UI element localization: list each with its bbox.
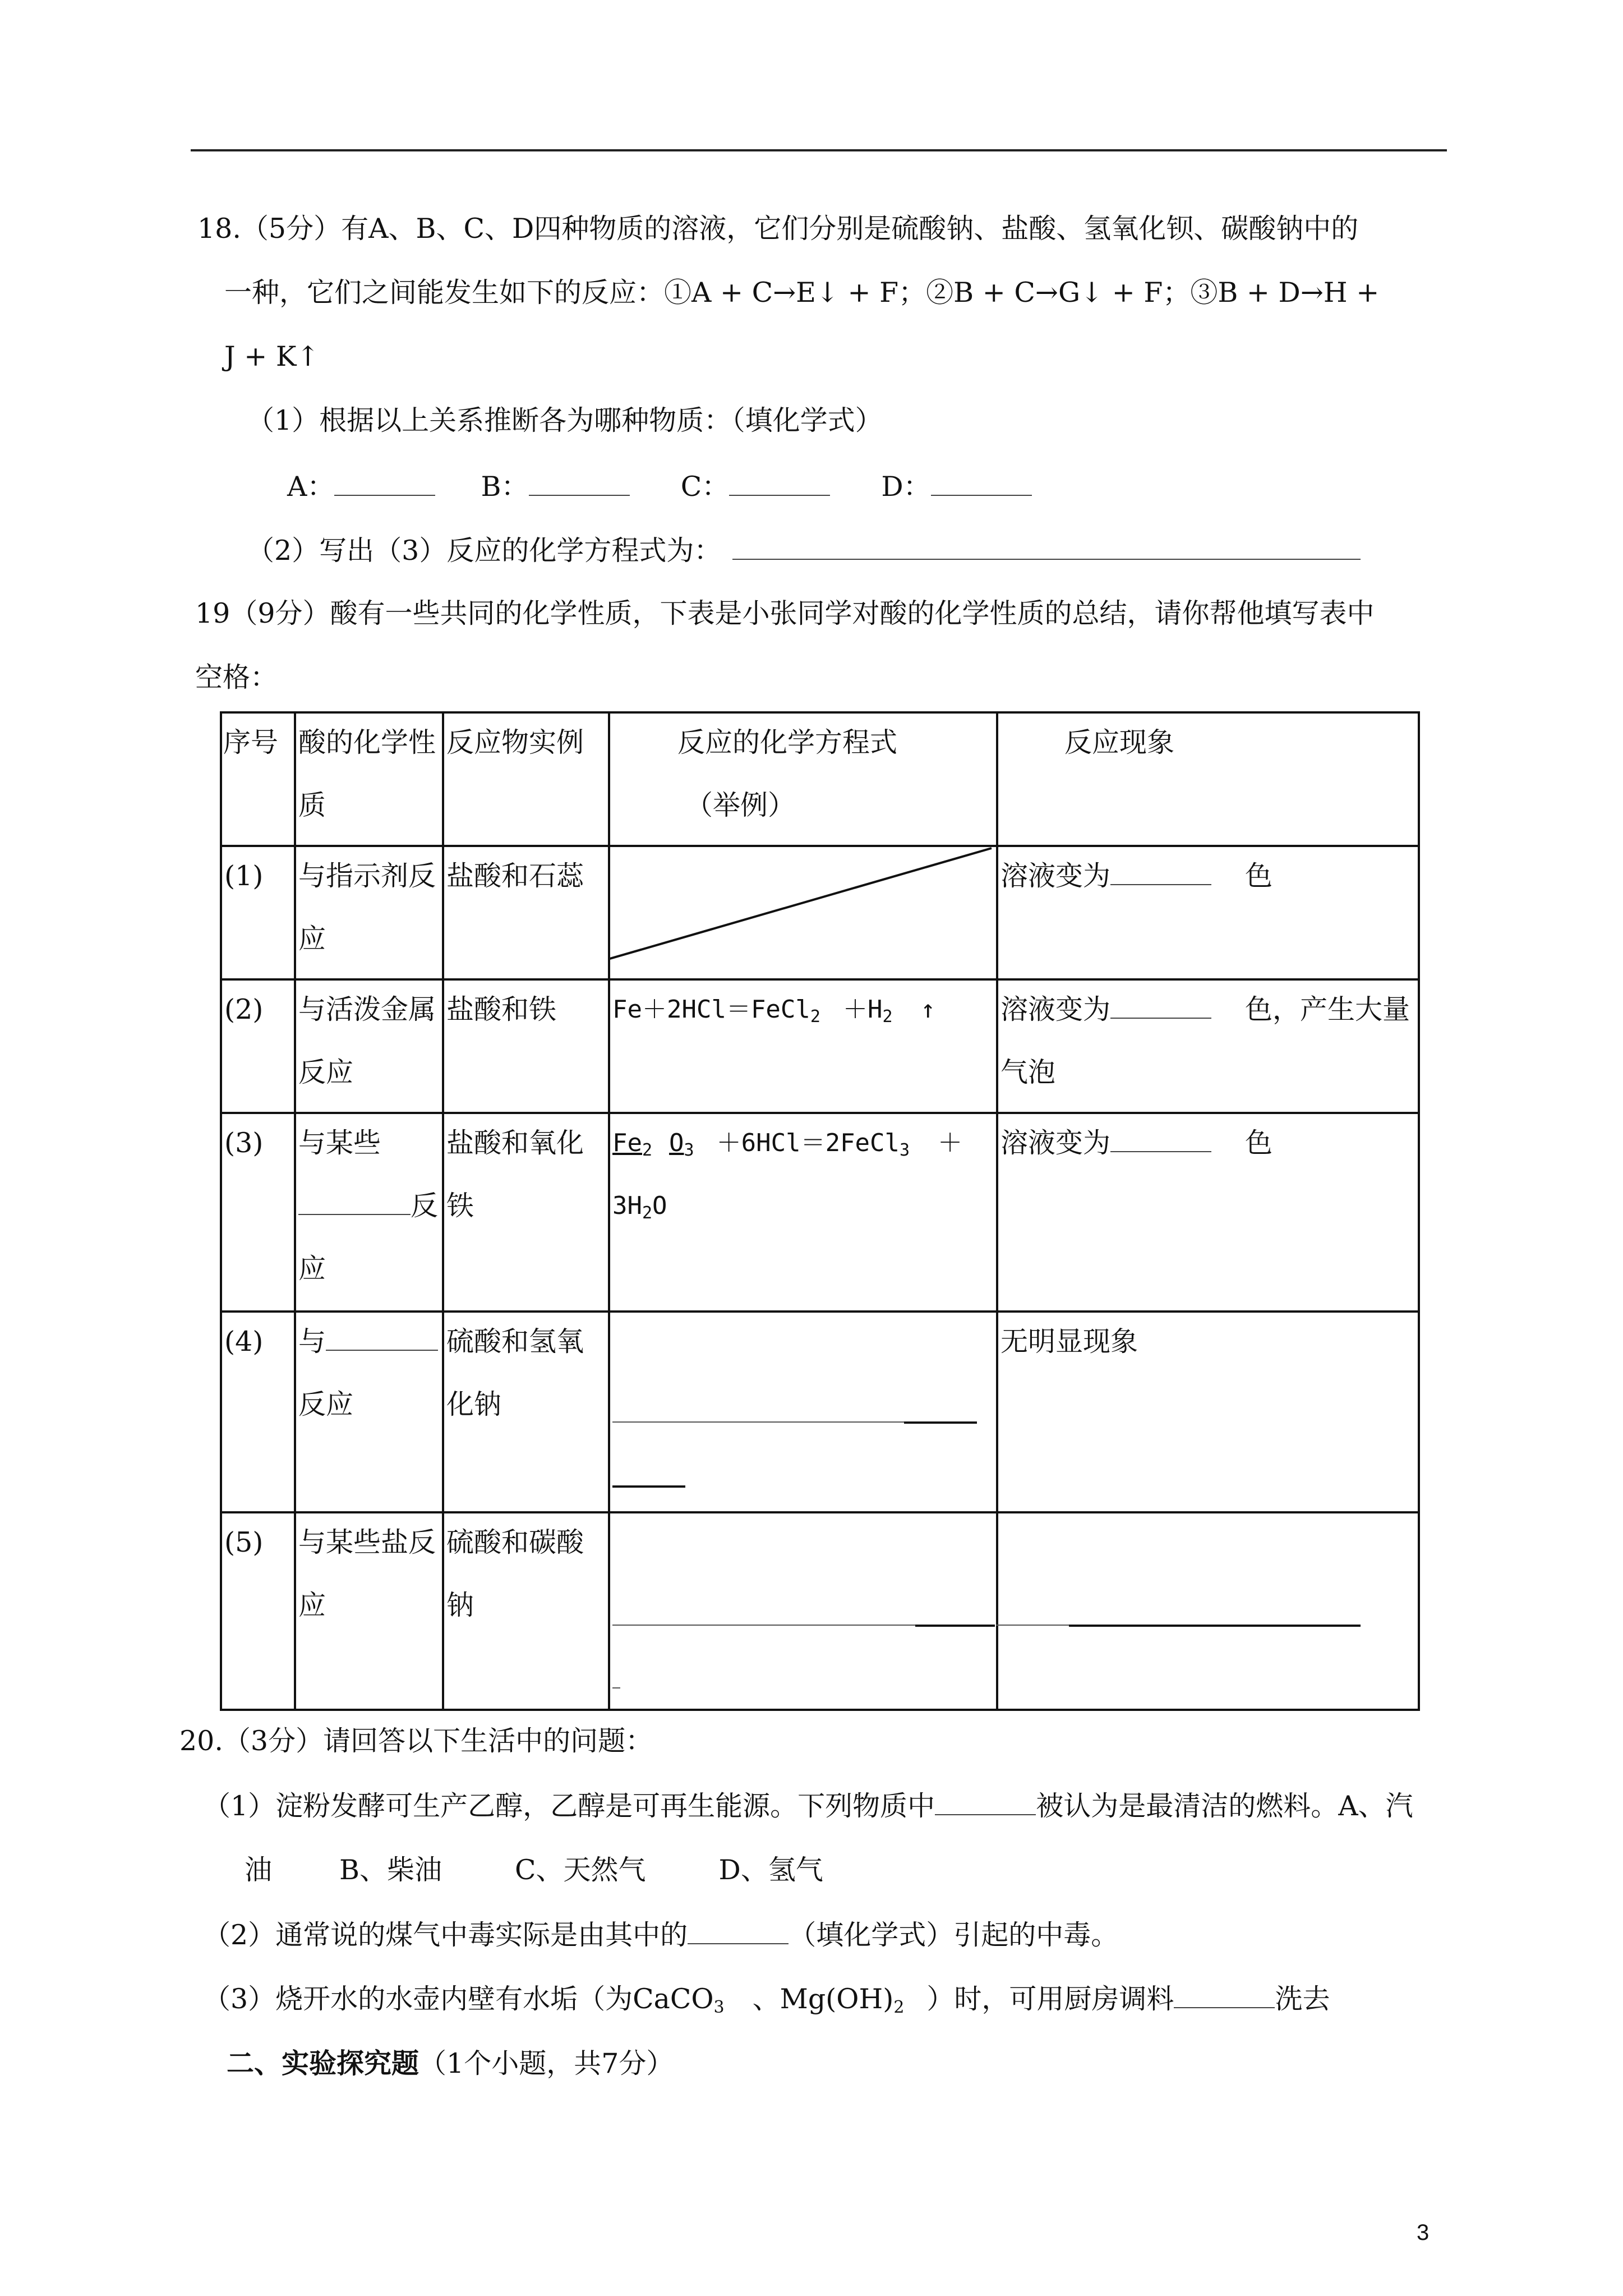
row2-eq-part: ＋H: [842, 995, 883, 1024]
row3-property: 与某些: [298, 1127, 381, 1159]
label-a: A：: [287, 471, 335, 503]
label-d: D：: [881, 471, 931, 503]
row2-phen-text: 溶液变为: [1000, 993, 1111, 1025]
row1-diagonal-slash: [608, 845, 996, 978]
header-property-cont: 质: [298, 789, 326, 821]
row3-property-blank-line: [298, 1175, 438, 1237]
q20-p3-sub: 2: [893, 1998, 905, 2017]
row1-phenomenon: [1000, 845, 1272, 908]
page-number: 3: [1417, 2220, 1430, 2245]
row3-property-suffix: 反: [411, 1190, 439, 1222]
row5-phenomenon-blank[interactable]: [996, 1625, 1069, 1626]
row3-phen-suffix: 色: [1245, 1127, 1273, 1159]
q20-opt-c: C、天然气: [515, 1854, 646, 1886]
table-border-right: [1418, 711, 1420, 1711]
row3-eq-sub: 3: [684, 1140, 694, 1160]
row3-equation-cont: [612, 1175, 667, 1245]
row2-property: 与活泼金属: [298, 993, 436, 1025]
q18-sub2: [247, 533, 1361, 568]
q20-p1-text: （1）淀粉发酵可生产乙醇，乙醇是可再生能源。下列物质中: [203, 1790, 935, 1822]
row2-eq-part: Fe＋2HCl＝FeCl: [612, 995, 810, 1024]
row2-equation: [612, 978, 935, 1048]
q20-options: [245, 1853, 823, 1887]
q20-p2-text-end: （填化学式）引起的中毒。: [789, 1919, 1119, 1951]
q20-p3-text: 、Mg(OH): [752, 1983, 894, 2015]
row5-reactants-cont: 钠: [446, 1589, 474, 1621]
row5-equation-blank-dark: [915, 1625, 995, 1627]
row1-phen-text: 溶液变为: [1000, 860, 1111, 892]
row5-equation-blank-line2: [612, 1687, 620, 1688]
row1-no: (1): [224, 860, 264, 892]
q18-line1: 18.（5分）有A、B、C、D四种物质的溶液，它们分别是硫酸钠、盐酸、氢氧化钡、碳酸钠中的: [197, 213, 1359, 245]
row2-eq-arrow: ↑: [920, 995, 936, 1024]
q20-p1: [203, 1788, 1413, 1823]
row4-reactants: 硫酸和氢氧: [446, 1326, 584, 1358]
header-equation-example: （举例）: [685, 789, 796, 821]
row2-reactants: 盐酸和铁: [446, 993, 557, 1025]
row3-eq-plus: ＋: [938, 1129, 963, 1157]
section2-title: 二、实验探究题: [227, 2047, 419, 2079]
section2-heading: [227, 2046, 674, 2081]
q20-opt-d: D、氢气: [718, 1854, 823, 1886]
header-reactants: 反应物实例: [446, 726, 584, 758]
row4-property-cont: 反应: [298, 1388, 354, 1420]
row2-property-cont: 反应: [298, 1056, 354, 1088]
row1-property: 与指示剂反: [298, 860, 436, 892]
row4-equation-blank-line2[interactable]: [612, 1485, 685, 1488]
row5-phenomenon-blank-dark: [1069, 1625, 1361, 1627]
q18-line3: J + K↑: [224, 341, 320, 372]
blank-d[interactable]: [931, 469, 1032, 496]
table-col-divider: [294, 711, 296, 1711]
row1-reactants: 盐酸和石蕊: [446, 860, 584, 892]
label-b: B：: [481, 471, 529, 503]
q20-title: 20.（3分）请回答以下生活中的问题：: [179, 1725, 653, 1757]
section2-note: （1个小题，共7分）: [419, 2047, 674, 2079]
row4-no: (4): [224, 1326, 264, 1358]
row2-phenomenon: [1000, 978, 1410, 1041]
row3-eq-part: O: [669, 1129, 684, 1157]
blank-equation[interactable]: [732, 533, 1361, 560]
header-phenomenon: 反应现象: [1064, 726, 1175, 758]
q20-gas-blank[interactable]: [688, 1917, 789, 1944]
q20-fuel-blank[interactable]: [935, 1788, 1036, 1815]
row2-eq-sub: 2: [882, 1007, 893, 1027]
header-property: 酸的化学性: [298, 726, 436, 758]
header-rule: [191, 149, 1447, 151]
table-col-divider: [442, 711, 444, 1711]
q20-seasoning-blank[interactable]: [1174, 1981, 1275, 2008]
label-c: C：: [680, 471, 730, 503]
row3-no: (3): [224, 1127, 264, 1159]
row5-reactants: 硫酸和碳酸: [446, 1526, 584, 1558]
row4-phenomenon: 无明显现象: [1000, 1326, 1138, 1358]
row4-substance-blank[interactable]: [326, 1324, 438, 1351]
row3-eq-sub: 2: [642, 1140, 653, 1160]
q20-opt-a-tail: 油: [245, 1854, 273, 1886]
row3-eq2-sub: 2: [642, 1203, 653, 1223]
q20-p3: [203, 1981, 1330, 2024]
row3-eq-sub: 3: [900, 1140, 910, 1160]
table-border-left: [220, 711, 222, 1711]
row3-substance-blank[interactable]: [298, 1188, 411, 1215]
header-no: 序号: [223, 726, 279, 758]
row4-equation-blank[interactable]: [612, 1421, 904, 1423]
q20-p3-text: （3）烧开水的水壶内壁有水垢（为CaCO: [203, 1983, 714, 2015]
row4-property: [298, 1310, 438, 1373]
row3-eq-part: ＋6HCl＝2FeCl: [716, 1129, 900, 1157]
row3-property-end: 应: [298, 1253, 326, 1285]
blank-b[interactable]: [529, 469, 630, 496]
q20-p3-text-end: 洗去: [1275, 1983, 1330, 2015]
row3-phen-text: 溶液变为: [1000, 1127, 1111, 1159]
row3-color-blank[interactable]: [1110, 1125, 1211, 1152]
q19-line1: 19（9分）酸有一些共同的化学性质，下表是小张同学对酸的化学性质的总结，请你帮他填写表中: [195, 597, 1375, 629]
row5-property: 与某些盐反: [298, 1526, 436, 1558]
row3-reactants-cont: 铁: [446, 1190, 474, 1222]
row2-phen-suffix: 色，产生大量: [1245, 993, 1410, 1025]
row3-phenomenon: [1000, 1112, 1272, 1175]
row3-eq2-part: O: [652, 1191, 667, 1220]
q20-p2-text: （2）通常说的煤气中毒实际是由其中的: [203, 1919, 688, 1951]
row4-property-text: 与: [298, 1326, 326, 1358]
q20-p3-text: ）时，可用厨房调料: [926, 1983, 1174, 2015]
blank-a[interactable]: [334, 469, 435, 496]
row5-property-cont: 应: [298, 1589, 326, 1621]
q20-opt-b: B、柴油: [339, 1854, 442, 1886]
q18-sub2-text: （2）写出（3）反应的化学方程式为：: [247, 535, 722, 567]
row3-eq-fe2o3: [612, 1129, 717, 1160]
q20-p1-text-end: 被认为是最清洁的燃料。A、汽: [1036, 1790, 1413, 1822]
q18-sub1: （1）根据以上关系推断各为哪种物质：（填化学式）: [247, 404, 883, 436]
q19-line2: 空格：: [195, 661, 278, 693]
row5-no: (5): [224, 1526, 264, 1558]
row4-equation-blank-dark: [904, 1421, 977, 1424]
row3-eq-part: Fe: [612, 1129, 642, 1157]
row1-property-cont: 应: [298, 923, 326, 955]
acid-properties-table: [220, 711, 1420, 1711]
q20-p3-sub: 3: [713, 1998, 725, 2017]
header-equation: 反应的化学方程式: [677, 726, 898, 758]
table-col-divider: [996, 711, 998, 1711]
q18-line2: 一种，它们之间能发生如下的反应：①A + C→E↓ + F；②B + C→G↓ + F；③B + D→H +: [224, 277, 1380, 309]
row2-eq-sub: 2: [810, 1007, 820, 1027]
row1-color-blank[interactable]: [1110, 858, 1211, 885]
row3-reactants: 盐酸和氧化: [446, 1127, 584, 1159]
q20-p2: [203, 1917, 1118, 1952]
row2-color-blank[interactable]: [1110, 992, 1211, 1019]
row4-reactants-cont: 化钠: [446, 1388, 502, 1420]
row2-no: (2): [224, 993, 264, 1025]
blank-c[interactable]: [729, 469, 830, 496]
q18-answers: [287, 469, 1032, 504]
table-border-bottom: [220, 1709, 1420, 1711]
row3-eq2-part: 3H: [612, 1191, 642, 1220]
row1-phen-suffix: 色: [1245, 860, 1273, 892]
row2-phenomenon-cont: 气泡: [1000, 1056, 1056, 1088]
row5-equation-blank[interactable]: [612, 1625, 915, 1626]
row3-equation: [612, 1112, 962, 1182]
